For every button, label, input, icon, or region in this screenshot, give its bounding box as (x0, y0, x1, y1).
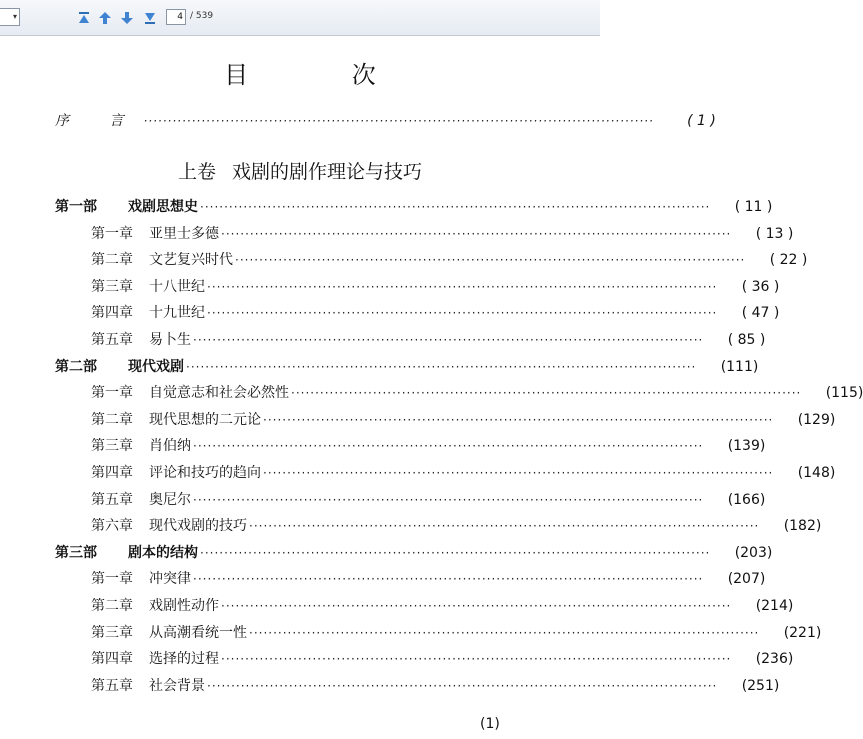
toc-entry-name: 序 言 (55, 113, 142, 129)
toc-leader-dots: ·········································································································· (207, 279, 718, 294)
toc-entry-name: 选择的过程 (149, 651, 219, 668)
toc-chapter-row (91, 622, 822, 644)
toc-chapter-row (91, 515, 822, 537)
toc-entry-page: (236) (755, 651, 794, 668)
toc-preface-row (55, 110, 716, 132)
toc-entry-page: ( 85 ) (727, 332, 766, 348)
toc-leader-dots: ·········································································································· (291, 386, 802, 401)
toc-entry-number: 第四章 (91, 465, 133, 481)
toc-entry-name: 现代戏剧 (128, 358, 184, 375)
toc-entry-name: 戏剧性动作 (149, 598, 219, 614)
volume-label: 上卷 (177, 161, 216, 183)
zoom-dropdown[interactable] (0, 8, 20, 26)
toc-entry-page: ( 1 ) (687, 113, 716, 129)
toc-leader-dots: ·········································································································· (263, 466, 774, 480)
toc-entry-name: 社会背景 (149, 677, 205, 694)
toc-leader-dots: ·········································································································· (249, 519, 760, 534)
toc-leader-dots: ·········································································································· (200, 200, 711, 214)
toc-chapter-row (91, 409, 836, 431)
toc-leader-dots: ·········································································································· (249, 625, 760, 640)
toc-leader-dots: ·········································································································· (235, 253, 746, 268)
toc-entry-name: 十九世纪 (149, 305, 205, 322)
toc-entry-name: 剧本的结构 (128, 544, 198, 561)
toc-entry-page: (166) (727, 491, 766, 508)
toc-part-row (55, 542, 773, 564)
toc-entry-name: 易卜生 (149, 332, 191, 348)
toc-chapter-row (91, 675, 780, 697)
toc-entry-name: 自觉意志和社会必然性 (149, 385, 289, 402)
first-page-button[interactable] (75, 9, 93, 27)
toc-entry-number: 第二章 (91, 252, 133, 269)
toc-leader-dots: ·········································································································· (143, 114, 654, 128)
toc-entry-name: 肖伯纳 (149, 438, 191, 455)
toc-chapter-row (91, 249, 808, 271)
previous-page-button[interactable] (96, 9, 114, 27)
toc-leader-dots: ·········································································································· (207, 678, 718, 693)
page-footer-number: (1) (480, 716, 500, 732)
volume-heading (0, 157, 600, 184)
toc-entry-page: (251) (741, 677, 780, 694)
toc-entry-number: 第五章 (91, 491, 133, 508)
toc-entry-number: 第一章 (91, 225, 133, 242)
toc-entry-page: (115) (825, 385, 863, 402)
toc-leader-dots: ·········································································································· (193, 572, 704, 587)
toc-entry-page: (221) (783, 624, 822, 641)
toc-entry-name: 从高潮看统一性 (149, 624, 247, 641)
toc-entry-page: (203) (734, 544, 773, 561)
toc-chapter-row (91, 302, 780, 324)
next-page-button[interactable] (118, 9, 136, 27)
toc-chapter-row (91, 568, 766, 590)
toc-entry-page: (111) (720, 358, 759, 375)
toc-leader-dots: ·········································································································· (193, 439, 704, 454)
toc-entry-page: (129) (797, 411, 836, 428)
first-page-icon (77, 11, 91, 25)
toc-entry-name: 冲突律 (149, 571, 191, 588)
arrow-up-icon (98, 11, 112, 25)
chevron-down-icon: ▾ (12, 12, 17, 21)
toc-leader-dots: ·········································································································· (207, 306, 718, 321)
toc-entry-number: 第五章 (91, 677, 133, 694)
toc-entry-number: 第四章 (91, 305, 133, 322)
toc-entry-page: (139) (727, 438, 766, 455)
page-title: 目 次 (224, 61, 424, 89)
toc-entry-name: 现代戏剧的技巧 (149, 518, 247, 535)
volume-title: 戏剧的剧作理论与技巧 (232, 161, 423, 183)
toc-leader-dots: ·········································································································· (221, 652, 732, 667)
toc-entry-name: 亚里士多德 (149, 225, 219, 242)
toc-leader-dots: ·········································································································· (200, 545, 711, 560)
toc-entry-number: 第一章 (91, 571, 133, 588)
toc-entry-number: 第六章 (91, 518, 133, 535)
toc-leader-dots: ·········································································································· (186, 359, 697, 374)
toc-entry-name: 现代思想的二元论 (149, 411, 261, 428)
toc-chapter-row (91, 276, 780, 298)
page-total-label: / 539 (190, 11, 214, 21)
toc-entry-page: ( 22 ) (769, 252, 808, 269)
toc-entry-number: 第二章 (91, 598, 133, 614)
toc-entry-number: 第一章 (91, 385, 133, 402)
toc-leader-dots: ·········································································································· (193, 333, 704, 347)
toc-leader-dots: ·········································································································· (221, 599, 732, 613)
toc-entry-page: ( 47 ) (741, 305, 780, 322)
toc-entry-page: (182) (783, 518, 822, 535)
toc-entry-number: 第三部 (55, 544, 97, 561)
toc-chapter-row (91, 489, 766, 511)
toc-entry-number: 第三章 (91, 278, 133, 295)
page-number-input[interactable] (166, 9, 186, 25)
toc-entry-name: 奥尼尔 (149, 491, 191, 508)
toc-leader-dots: ·········································································································· (263, 412, 774, 427)
toc-part-row (55, 196, 773, 218)
toc-chapter-row (91, 435, 766, 457)
last-page-button[interactable] (141, 9, 159, 27)
toc-chapter-row (91, 648, 794, 670)
toc-entry-number: 第三章 (91, 438, 133, 455)
toc-chapter-row (91, 595, 794, 617)
toc-leader-dots: ·········································································································· (193, 492, 704, 507)
toc-part-row (55, 356, 759, 378)
toc-entry-number: 第二部 (55, 358, 97, 375)
toc-entry-name: 戏剧思想史 (128, 199, 198, 215)
toc-chapter-row (91, 382, 863, 404)
toc-entry-page: ( 36 ) (741, 278, 780, 295)
pdf-toolbar (0, 0, 600, 36)
toc-entry-page: ( 13 ) (755, 225, 794, 242)
toc-entry-number: 第二章 (91, 411, 133, 428)
toc-chapter-row (91, 223, 794, 245)
toc-entry-page: (148) (797, 465, 836, 481)
toc-entry-name: 评论和技巧的趋向 (149, 465, 261, 481)
toc-entry-name: 文艺复兴时代 (149, 252, 233, 269)
toc-entry-number: 第一部 (55, 199, 97, 215)
toc-entry-number: 第四章 (91, 651, 133, 668)
toc-leader-dots: ·········································································································· (221, 226, 732, 241)
toc-entry-page: (207) (727, 571, 766, 588)
toc-entry-number: 第三章 (91, 624, 133, 641)
toc-entry-number: 第五章 (91, 332, 133, 348)
toc-entry-page: ( 11 ) (734, 199, 773, 215)
toc-entry-page: (214) (755, 598, 794, 614)
toc-entry-name: 十八世纪 (149, 278, 205, 295)
toc-chapter-row (91, 462, 836, 484)
arrow-down-icon (120, 11, 134, 25)
last-page-icon (143, 11, 157, 25)
toc-chapter-row (91, 329, 766, 351)
